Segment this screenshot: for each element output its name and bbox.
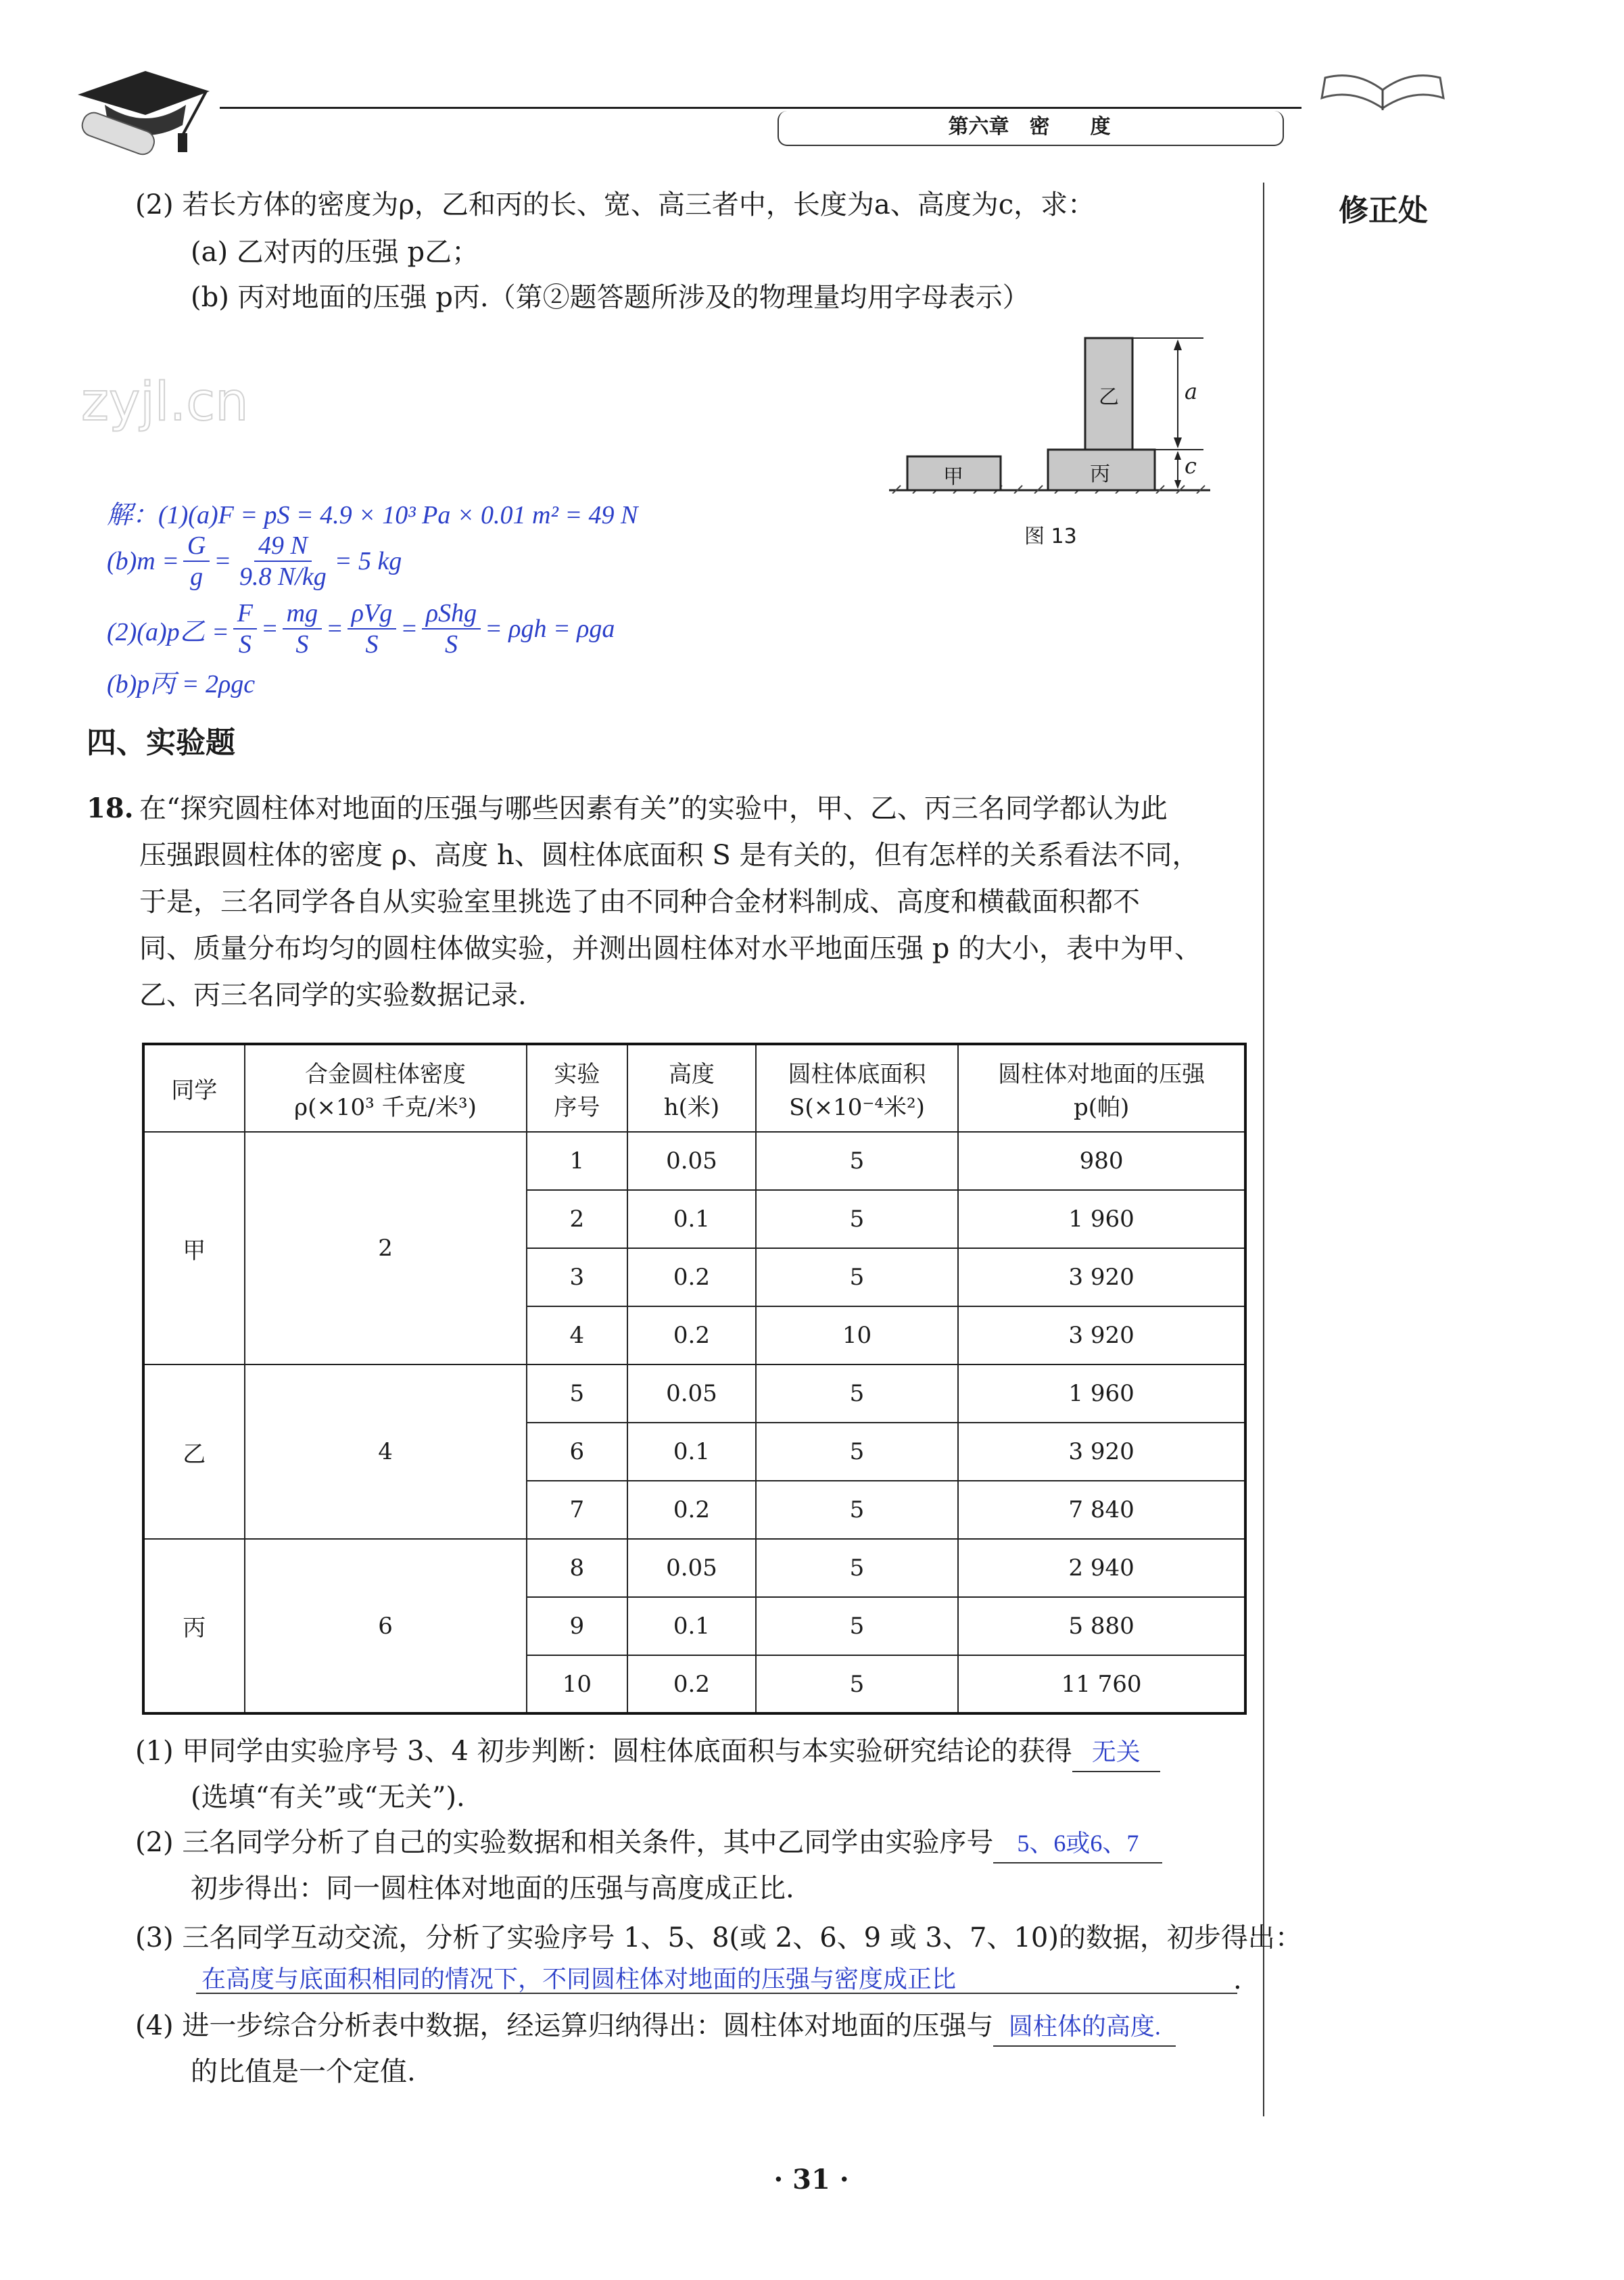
q18-sub3-answer: 在高度与底面积相同的情况下，不同圆柱体对地面的压强与密度成正比	[201, 1966, 957, 1993]
student-cell: 丙	[143, 1539, 245, 1713]
frac-G: G	[183, 531, 210, 562]
solution-line-1	[107, 494, 638, 531]
frac-3-2-num: mg	[283, 598, 322, 630]
frac-9.8: 9.8 N/kg	[239, 563, 327, 591]
index-cell: 5	[527, 1364, 628, 1423]
block-yi-label: 乙	[1099, 385, 1119, 409]
figure-caption: 图 13	[1024, 525, 1077, 548]
solution-line-2: (b)m = $\frac{G}{g}$ = $\frac{49 N}{9.8 N/kg}$ = 5 kg	[107, 531, 402, 591]
table-row	[143, 1364, 1245, 1423]
frac-3-1-den: S	[238, 630, 252, 659]
index-cell: 1	[527, 1132, 628, 1190]
index-cell: 4	[527, 1306, 628, 1364]
q18-sub4-text: (4) 进一步综合分析表中数据，经运算归纳得出：圆柱体对地面的压强与	[135, 2010, 994, 2041]
q18-sub3-period: .	[1233, 1964, 1242, 1995]
area-cell: 10	[756, 1306, 958, 1364]
height-cell: 0.2	[627, 1306, 756, 1364]
pressure-cell: 1 960	[958, 1190, 1245, 1248]
height-cell: 0.2	[627, 1481, 756, 1539]
q18-sub1-blank[interactable]	[1072, 1732, 1160, 1772]
height-cell: 0.05	[627, 1364, 756, 1423]
density-cell: 6	[245, 1539, 527, 1713]
density-cell: 2	[245, 1132, 527, 1364]
experiment-table	[142, 1043, 1247, 1715]
table-row	[143, 1132, 1245, 1190]
q18-sub2-line2: 初步得出：同一圆柱体对地面的压强与高度成正比.	[191, 1873, 794, 1904]
q18-line-5: 乙、丙三名同学的实验数据记录.	[139, 980, 527, 1011]
solution-line-1-body: F = pS = 4.9 × 10³ Pa × 0.01 m² = 49 N	[218, 501, 638, 529]
figure-13-drawing	[886, 331, 1224, 494]
index-cell: 8	[527, 1539, 628, 1597]
frac-3-4-num: ρShg	[422, 598, 481, 630]
q18-sub1-answer: 无关	[1091, 1738, 1141, 1765]
student-cell: 甲	[143, 1132, 245, 1364]
index-cell: 6	[527, 1423, 628, 1481]
q18-line-1: 在“探究圆柱体对地面的压强与哪些因素有关”的实验中，甲、乙、丙三名同学都认为此	[139, 793, 1168, 824]
q18-line-3: 于是，三名同学各自从实验室里挑选了由不同种合金材料制成、高度和横截面积都不	[139, 886, 1140, 918]
q18-sub1	[135, 1732, 1160, 1772]
frac-3-3-num: ρVg	[348, 598, 396, 630]
area-cell: 5	[756, 1597, 958, 1655]
q18-sub3: (3) 三名同学互动交流，分析了实验序号 1、5、8(或 2、6、9 或 3、7、10)的数据，初步得出：	[135, 1922, 1302, 1953]
col-header-density: 合金圆柱体密度 ρ(×10³ 千克/米³)	[245, 1044, 527, 1132]
q18-sub4-answer: 圆柱体的高度.	[1008, 2013, 1161, 2040]
open-book-icon	[1318, 64, 1447, 115]
pressure-cell: 2 940	[958, 1539, 1245, 1597]
q18-sub2-blank[interactable]	[993, 1824, 1162, 1863]
watermark: zyjl.cn	[81, 372, 249, 433]
q18-number: 18.	[87, 792, 134, 824]
q18-sub2	[135, 1824, 1162, 1863]
density-cell: 4	[245, 1364, 527, 1539]
col-header-pressure: 圆柱体对地面的压强 p(帕)	[958, 1044, 1245, 1132]
pressure-cell: 980	[958, 1132, 1245, 1190]
area-cell: 5	[756, 1423, 958, 1481]
index-cell: 2	[527, 1190, 628, 1248]
chapter-title: 第六章 密 度	[948, 115, 1111, 139]
index-cell: 10	[527, 1655, 628, 1713]
pressure-cell: 3 920	[958, 1248, 1245, 1306]
solution-line-3-result: = ρgh = ρga	[485, 615, 615, 643]
area-cell: 5	[756, 1132, 958, 1190]
header-rule	[220, 107, 1301, 109]
solution-line-1-prefix: 解：(1)(a)	[107, 501, 218, 529]
pressure-cell: 3 920	[958, 1306, 1245, 1364]
solution-line-3: (2)(a)p乙 = $\frac{F}{S}$ = $\frac{mg}{S}$ = $\frac{\text{ρVg}}{S}$ = $\frac{\text{ρShg}}{S}$ = ρgh = ρga	[107, 599, 615, 659]
index-cell: 3	[527, 1248, 628, 1306]
margin-divider	[1263, 183, 1264, 2116]
area-cell: 5	[756, 1655, 958, 1713]
area-cell: 5	[756, 1481, 958, 1539]
frac-3-1-num: F	[233, 598, 257, 630]
q18-sub2-answer: 5、6或6、7	[1017, 1830, 1139, 1857]
frac-g: g	[190, 563, 204, 591]
section-title: 四、实验题	[87, 726, 235, 760]
area-cell: 5	[756, 1539, 958, 1597]
height-cell: 0.1	[627, 1597, 756, 1655]
col-header-student: 同学	[143, 1044, 245, 1132]
frac-49N: 49 N	[254, 531, 312, 562]
pressure-cell: 7 840	[958, 1481, 1245, 1539]
q18-line-4: 同、质量分布均匀的圆柱体做实验，并测出圆柱体对水平地面压强 p 的大小，表中为甲、	[139, 933, 1202, 964]
area-cell: 5	[756, 1364, 958, 1423]
col-header-area: 圆柱体底面积 S(×10⁻⁴米²)	[756, 1044, 958, 1132]
height-cell: 0.2	[627, 1248, 756, 1306]
table-header-row	[143, 1044, 1245, 1132]
graduation-cap-icon	[64, 57, 220, 159]
solution-line-3-prefix: (2)(a)p乙 =	[107, 617, 229, 646]
q18-sub4	[135, 2007, 1176, 2047]
block-jia-label: 甲	[943, 465, 963, 489]
q18-line-2: 压强跟圆柱体的密度 ρ、高度 h、圆柱体底面积 S 是有关的，但有怎样的关系看法不同，	[139, 840, 1199, 871]
student-cell: 乙	[143, 1364, 245, 1539]
area-cell: 5	[756, 1248, 958, 1306]
pressure-cell: 1 960	[958, 1364, 1245, 1423]
height-cell: 0.1	[627, 1190, 756, 1248]
height-cell: 0.1	[627, 1423, 756, 1481]
col-header-index: 实验 序号	[527, 1044, 628, 1132]
index-cell: 7	[527, 1481, 628, 1539]
q18-sub2-text: (2) 三名同学分析了自己的实验数据和相关条件，其中乙同学由实验序号	[135, 1827, 994, 1858]
frac-3-3-den: S	[365, 630, 379, 659]
dim-a-label: a	[1185, 379, 1198, 404]
col-header-height: 高度 h(米)	[627, 1044, 756, 1132]
height-cell: 0.05	[627, 1132, 756, 1190]
figure-13	[886, 331, 1224, 548]
dim-c-label: c	[1185, 453, 1197, 479]
index-cell: 9	[527, 1597, 628, 1655]
area-cell: 5	[756, 1190, 958, 1248]
block-bing-label: 丙	[1090, 462, 1110, 486]
pressure-cell: 5 880	[958, 1597, 1245, 1655]
solution-line-2-result: = 5 kg	[334, 547, 402, 575]
frac-3-2-den: S	[295, 630, 309, 659]
q18-sub1-line2: (选填“有关”或“无关”).	[191, 1782, 465, 1813]
table-row	[143, 1539, 1245, 1597]
q17-part2-a: (a) 乙对丙的压强 p乙；	[191, 237, 479, 268]
frac-3-4-den: S	[444, 630, 458, 659]
page-number: · 31 ·	[773, 2164, 849, 2195]
solution-line-2-prefix: (b)m =	[107, 547, 179, 575]
pressure-cell: 3 920	[958, 1423, 1245, 1481]
pressure-cell: 11 760	[958, 1655, 1245, 1713]
height-cell: 0.2	[627, 1655, 756, 1713]
height-cell: 0.05	[627, 1539, 756, 1597]
q18-sub3-blank[interactable]	[196, 1957, 1237, 1994]
q17-part2-b: (b) 丙对地面的压强 p丙.（第②题答题所涉及的物理量均用字母表示）	[191, 282, 1030, 313]
correction-label: 修正处	[1339, 193, 1428, 228]
q17-part2-intro: (2) 若长方体的密度为ρ，乙和丙的长、宽、高三者中，长度为a、高度为c，求：	[135, 189, 1095, 220]
q18-sub1-text: (1) 甲同学由实验序号 3、4 初步判断：圆柱体底面积与本实验研究结论的获得	[135, 1736, 1072, 1767]
solution-line-4: (b)p丙 = 2ρgc	[107, 670, 256, 698]
q18-sub4-line2: 的比值是一个定值.	[191, 2056, 416, 2087]
q18-sub4-blank[interactable]	[993, 2007, 1176, 2047]
